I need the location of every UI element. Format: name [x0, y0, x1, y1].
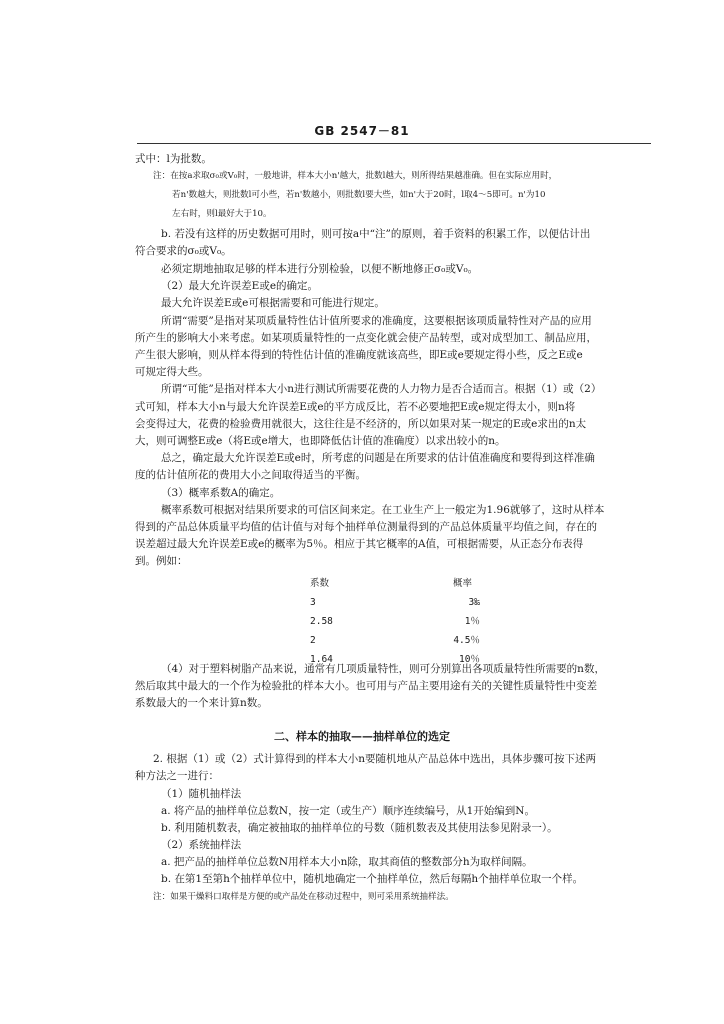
table-cell-coefficient: 2: [310, 635, 316, 646]
paragraph-line: 误差超过最大允许误差E或e的概率为5％。相应于其它概率的A值，可根据需要，从正态分布表得: [135, 538, 584, 550]
footnote: 注：如果干燥料口取样是方便的或产品处在移动过程中，则可采用系统抽样法。: [153, 892, 454, 902]
table-cell-coefficient: 1.64: [310, 654, 333, 665]
table-header-coefficient: 系数: [310, 578, 330, 589]
note-line: 注：在按a求取σ₀或V₀时，一般地讲，样本大小n'越大，批数l越大，则所得结果越准确。但在实际应用时，: [153, 171, 558, 181]
paragraph-line: 最大允许误差E或e可根据需要和可能进行规定。: [161, 297, 385, 309]
table-header-row: [310, 574, 480, 593]
paragraph-line: 可规定得大些。: [135, 366, 209, 378]
table-row: [310, 631, 480, 650]
paragraph-line: 到。例如：: [135, 555, 188, 567]
probability-table: [310, 574, 480, 669]
note-line: 左右时，则l最好大于10。: [172, 209, 272, 219]
table-header-probability: 概率: [452, 578, 472, 589]
table-cell-probability: 1％: [464, 616, 480, 627]
table-cell-coefficient: 2.58: [310, 616, 333, 627]
list-item: b. 在第1至第h个抽样单位中，随机地确定一个抽样单位，然后每隔h个抽样单位取一个样。: [161, 873, 584, 885]
paragraph-line: 会变得过大，花费的检验费用就很大，这往往是不经济的，所以如果对某一规定的E或e求出的n太: [135, 418, 587, 430]
table-row: [310, 593, 480, 612]
note-line: 若n'数越大，则批数l可小些，若n'数越小，则批数l要大些，如n'大于20时，l取4～5即可。n'为10: [172, 190, 546, 200]
paragraph-line: 总之，确定最大允许误差E或e时，所考虑的问题是在所要求的估计值准确度和要得到这样准确: [161, 452, 595, 464]
paragraph-line: 所谓“可能”是指对样本大小n进行测试所需要花费的人力物力是否合适而言。根据（1）或（2）: [161, 383, 602, 395]
paragraph-line: 大，则可调整E或e（将E或e增大，也即降低估计值的准确度）以求出较小的n。: [135, 435, 506, 447]
paragraph-line: 种方法之一进行：: [135, 770, 219, 782]
table-cell-coefficient: 3: [310, 597, 316, 608]
table-cell-probability: 4.5％: [453, 635, 480, 646]
paragraph-line: 然后取其中最大的一个作为检验批的样本大小。也可用与产品主要用途有关的关键性质量特性中变差: [135, 680, 597, 692]
method-heading-random: （1）随机抽样法: [161, 788, 242, 800]
section-heading: 二、样本的抽取——抽样单位的选定: [274, 730, 450, 743]
paragraph-line: 概率系数可根据对结果所要求的可信区间来定。在工业生产上一般定为1.96就够了，这时从样本: [161, 504, 605, 516]
method-heading-systematic: （2）系统抽样法: [161, 839, 242, 851]
standard-number-header: GB 2547－81: [314, 124, 410, 138]
section-item-4: （4）对于塑料树脂产品来说，通常有几项质量特性，则可分别算出各项质量特性所需要的n数，: [161, 663, 605, 675]
list-item: a. 将产品的抽样单位总数N，按一定（或生产）顺序连续编号，从1开始编到N。: [161, 805, 535, 817]
paragraph-line: 2. 根据（1）或（2）式计算得到的样本大小n要随机地从产品总体中选出，具体步骤可按下述两: [153, 753, 596, 765]
paragraph-line: 必须定期地抽取足够的样本进行分别检验，以便不断地修正σ₀或V₀。: [161, 263, 479, 275]
paragraph-line: 得到的产品总体质量平均值的估计值与对每个抽样单位测量得到的产品总体质量平均值之间，存在的: [135, 521, 597, 533]
list-item: b. 利用随机数表，确定被抽取的抽样单位的号数（随机数表及其使用法参见附录一）。: [161, 822, 558, 834]
paragraph-line: 式可知，样本大小n与最大允许误差E或e的平方成反比，若不必要地把E或e规定得太小，则n将: [135, 401, 576, 413]
paragraph-line: b. 若没有这样的历史数据可用时，则可按a中“注”的原则，着手资料的积累工作，以便估计出: [161, 228, 591, 240]
paragraph-line: 符合要求的σ₀或V₀。: [135, 245, 232, 257]
list-item: a. 把产品的抽样单位总数N用样本大小n除，取其商值的整数部分h为取样间隔。: [161, 856, 533, 868]
paragraph-line: 度的估计值所花的费用大小之间取得适当的平衡。: [135, 469, 366, 481]
section-item-3: （3）概率系数A的确定。: [161, 487, 281, 499]
table-row: [310, 612, 480, 631]
paragraph-line: 所产生的影响大小来考虑。如某项质量特性的一点变化就会使产品转型，或对成型加工、制品应用，: [135, 332, 597, 344]
header-rule: [137, 143, 651, 144]
paragraph-line: 所谓“需要”是指对某项质量特性估计值所要求的准确度，这要根据该项质量特性对产品的应用: [161, 315, 592, 327]
paragraph-line: 系数最大的一个来计算n数。: [135, 697, 268, 709]
formula-legend: 式中：l为批数。: [135, 153, 212, 165]
section-item-2: （2）最大允许误差E或e的确定。: [161, 280, 319, 292]
table-cell-probability: 3‰: [468, 597, 480, 608]
table-cell-probability: 10％: [459, 654, 480, 665]
paragraph-line: 产生很大影响，则从样本得到的特性估计值的准确度就该高些，即E或e要规定得小些，反之E或e: [135, 349, 583, 361]
